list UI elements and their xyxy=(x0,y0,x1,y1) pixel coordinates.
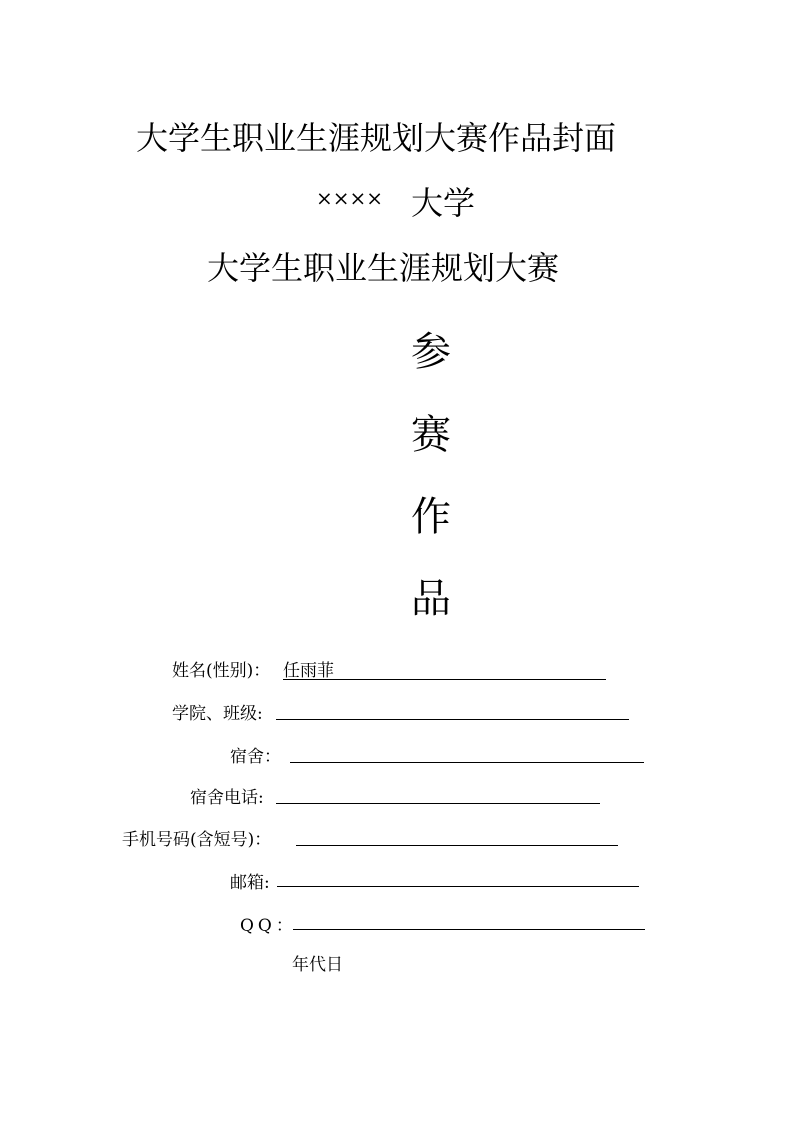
cover-title: 大学生职业生涯规划大赛作品封面 xyxy=(136,119,617,157)
dorm-label: 宿舍： xyxy=(230,747,281,767)
competition-title: 大学生职业生涯规划大赛 xyxy=(207,249,560,287)
email-line[interactable] xyxy=(277,886,639,887)
qq-label: QQ： xyxy=(240,916,297,936)
college-class-line[interactable] xyxy=(276,719,629,720)
university-placeholder: ×××× xyxy=(316,186,384,210)
vertical-char-2: 赛 xyxy=(411,412,451,458)
dorm-phone-line[interactable] xyxy=(276,803,600,804)
mobile-label: 手机号码(含短号)： xyxy=(122,830,272,850)
mobile-line[interactable] xyxy=(296,845,618,846)
date-label: 年代日 xyxy=(292,955,343,975)
dorm-line[interactable] xyxy=(290,762,644,763)
name-gender-value: 任雨菲 xyxy=(283,661,334,681)
vertical-char-4: 品 xyxy=(411,576,451,622)
vertical-char-3: 作 xyxy=(411,494,451,540)
name-gender-line[interactable] xyxy=(283,679,606,680)
dorm-phone-label: 宿舍电话: xyxy=(190,788,264,808)
email-label: 邮箱: xyxy=(230,873,270,893)
name-gender-label: 姓名(性别)： xyxy=(172,661,271,681)
vertical-char-1: 参 xyxy=(411,329,451,375)
qq-line[interactable] xyxy=(293,929,645,930)
college-class-label: 学院、班级: xyxy=(172,704,263,724)
university-name: 大学 xyxy=(411,184,476,222)
